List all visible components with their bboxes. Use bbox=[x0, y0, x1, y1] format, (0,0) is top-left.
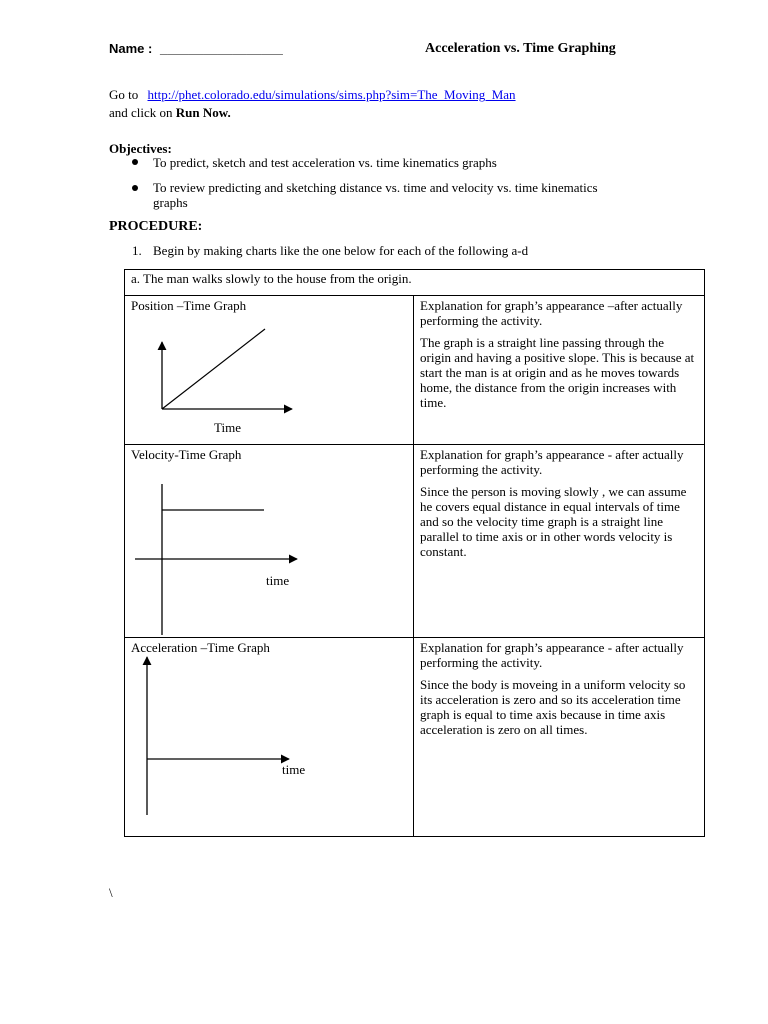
procedure-step bbox=[132, 243, 528, 258]
table-row bbox=[125, 638, 705, 837]
acceleration-time-graph bbox=[125, 638, 414, 836]
x-axis-label: time bbox=[266, 573, 290, 588]
go-to-text: Go to bbox=[109, 87, 139, 102]
objective-item: To predict, sketch and test acceleration vs. time kinematics graphs bbox=[153, 155, 497, 170]
name-label bbox=[109, 41, 283, 56]
explanation-body: Since the person is moving slowly , we can assume he covers equal distance in equal intervals of time and so the velocity time graph is a straight line parallel to time axis or in other words velocity is constant. bbox=[420, 484, 687, 559]
velocity-time-graph bbox=[125, 445, 414, 637]
and-click-text: and click on bbox=[109, 105, 173, 120]
explanation-heading: Explanation for graph’s appearance –after actually performing the activity. bbox=[420, 298, 683, 328]
intro-line-2 bbox=[109, 105, 231, 120]
explanation-heading: Explanation for graph’s appearance - after actually performing the activity. bbox=[420, 640, 684, 670]
scenario-cell bbox=[125, 270, 705, 296]
table-row bbox=[125, 445, 705, 638]
step-number: 1. bbox=[132, 243, 142, 258]
position-time-graph bbox=[125, 296, 414, 444]
explanation-body: The graph is a straight line passing through the origin and having a positive slope. This is because at start the man is at origin and as he moves towards home, the distance from the origin increases with time. bbox=[420, 335, 695, 410]
bullet-dot-icon bbox=[132, 159, 138, 165]
name-blank[interactable]: _________________ bbox=[159, 41, 283, 56]
graph-cell-acceleration bbox=[125, 638, 414, 837]
graph-cell-position bbox=[125, 296, 414, 445]
table-row bbox=[125, 296, 705, 445]
bullet-dot-icon bbox=[132, 185, 138, 191]
page-title: Acceleration vs. Time Graphing bbox=[425, 41, 616, 56]
name-label-text: Name : bbox=[109, 41, 153, 56]
scenario-row bbox=[125, 270, 705, 296]
explanation-body: Since the body is moveing in a uniform velocity so its acceleration is zero and so its acceleration time graph is equal to time axis because in time axis acceleration is zero on all times. bbox=[420, 677, 686, 737]
objective-item: To review predicting and sketching distance vs. time and velocity vs. time kinematics graphs bbox=[153, 180, 598, 210]
phet-link[interactable]: http://phet.colorado.edu/simulations/sims.php?sim=The_Moving_Man bbox=[147, 87, 516, 102]
x-axis-label: Time bbox=[214, 420, 241, 435]
explanation-cell-acceleration bbox=[414, 638, 705, 837]
objectives-heading: Objectives: bbox=[109, 141, 172, 156]
graph-title: Velocity-Time Graph bbox=[131, 447, 242, 462]
run-now-text: Run Now. bbox=[175, 105, 231, 120]
step-text: Begin by making charts like the one below for each of the following a-d bbox=[153, 243, 529, 258]
x-axis-label: time bbox=[282, 762, 306, 777]
intro-line-1 bbox=[109, 87, 516, 102]
explanation-heading: Explanation for graph’s appearance - after actually performing the activity. bbox=[420, 447, 684, 477]
explanation-cell-velocity bbox=[414, 445, 705, 638]
procedure-heading: PROCEDURE: bbox=[109, 219, 203, 234]
position-line bbox=[162, 329, 265, 409]
graph-title: Position –Time Graph bbox=[131, 298, 247, 313]
graph-title: Acceleration –Time Graph bbox=[131, 640, 270, 655]
stray-backslash: \ bbox=[109, 885, 113, 900]
explanation-cell-position bbox=[414, 296, 705, 445]
graph-chart-table bbox=[124, 269, 705, 837]
scenario-text: a. The man walks slowly to the house from the origin. bbox=[131, 271, 412, 286]
graph-cell-velocity bbox=[125, 445, 414, 638]
